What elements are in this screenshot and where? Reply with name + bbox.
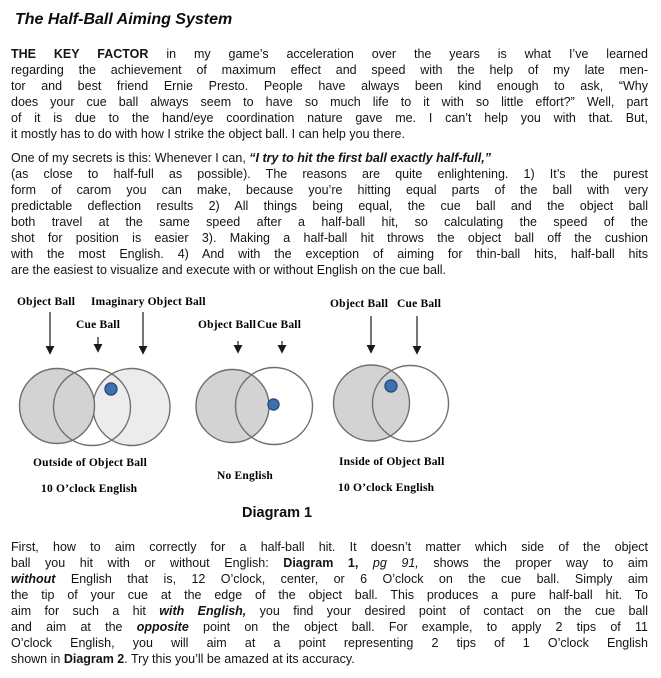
text-run: shot for position is easier 3). Making a half-ball hit throws the object ball off the cushion — [11, 231, 648, 245]
text-run: with English, — [159, 604, 247, 618]
text-run: . Try this you’ll be amazed at its accuracy. — [124, 652, 355, 666]
text-line — [11, 587, 648, 603]
label-10-oclock-english-right: 10 O’clock English — [338, 482, 435, 494]
text-run: does your cue ball always seem to have so much life to it with so little effort?” Well, part — [11, 95, 648, 109]
english-dot-1 — [105, 383, 117, 395]
text-line — [11, 198, 648, 214]
object-ball-circle-2 — [196, 370, 269, 443]
label-no-english: No English — [217, 470, 274, 482]
text-run: shows the proper way to aim — [418, 556, 649, 570]
text-run: opposite — [136, 620, 189, 634]
label-cue-ball-1: Cue Ball — [76, 319, 121, 331]
text-line — [11, 262, 648, 278]
text-line — [11, 230, 648, 246]
label-imaginary-object-ball: Imaginary Object Ball — [91, 296, 206, 308]
label-cue-ball-3: Cue Ball — [397, 298, 442, 310]
text-run: Diagram 2 — [63, 652, 125, 666]
imaginary-object-ball-circle — [93, 369, 170, 446]
text-line — [11, 651, 648, 667]
text-run: O’clock English, you will aim at a point representing 2 tips of 1 O’clock English — [11, 636, 648, 650]
label-object-ball-3: Object Ball — [330, 298, 389, 310]
object-ball-circle-3 — [334, 365, 410, 441]
paragraph-how-to-aim — [11, 539, 648, 667]
cue-ball-circle-2 — [236, 368, 313, 445]
label-cue-ball-2: Cue Ball — [257, 319, 302, 331]
text-line — [11, 603, 648, 619]
text-line — [11, 46, 648, 62]
text-run: English that is, 12 O’clock, center, or 6 O’clock on the cue ball. Simply aim — [55, 572, 648, 586]
text-run: pg 91, — [372, 556, 419, 570]
text-run: shown in — [11, 652, 64, 666]
text-run: form of carom you can make, because you’re hitting equal parts of the ball with very — [11, 183, 648, 197]
text-line — [11, 150, 648, 166]
text-line — [11, 214, 648, 230]
text-line — [11, 110, 648, 126]
label-object-ball-1: Object Ball — [17, 296, 76, 308]
text-run: the tip of your cue at the edge of the object ball. This produces a pure half-ball hit. To — [11, 588, 648, 602]
text-line — [11, 246, 648, 262]
text-run: tor and best friend Ernie Presto. People have always been kind enough to ask, “Why — [11, 79, 648, 93]
text-run: First, how to aim correctly for a half-ball hit. It doesn’t matter which side of the object — [11, 540, 648, 554]
text-run: Diagram 1, — [283, 556, 359, 570]
text-run: (as close to half-full as possible). The reasons are quite enlightening. 1) It’s the purest — [11, 167, 648, 181]
text-line — [11, 182, 648, 198]
text-run: regarding the achievement of maximum effect and speed with the help of my late men- — [11, 63, 648, 77]
text-line — [11, 635, 648, 651]
text-run: THE KEY FACTOR — [11, 47, 149, 61]
object-ball-circle-1 — [20, 369, 95, 444]
text-run: One of my secrets is this: Whenever I can, — [11, 151, 250, 165]
text-run: of it is due to the hand/eye coordination nature gave me. I can’t help you with that. But, — [11, 111, 648, 125]
text-line — [11, 78, 648, 94]
text-run: aim for such a hit — [11, 604, 160, 618]
text-line — [11, 126, 648, 142]
text-run — [358, 556, 373, 570]
arrows-group-3 — [371, 316, 417, 353]
paragraph-key-factor — [11, 46, 648, 142]
page-title: The Half-Ball Aiming System — [15, 11, 233, 28]
label-inside-of-object-ball: Inside of Object Ball — [339, 456, 445, 468]
label-object-ball-2: Object Ball — [198, 319, 257, 331]
text-run: ball you hit with or without English: — [11, 556, 284, 570]
cue-ball-circle-3 — [373, 366, 449, 442]
text-run: you find your desired point of contact on the cue ball — [246, 604, 648, 618]
text-line — [11, 62, 648, 78]
text-run: it mostly has to do with how I strike the object ball. I can help you there. — [11, 127, 405, 141]
text-run: without — [11, 572, 56, 586]
label-outside-of-object-ball: Outside of Object Ball — [33, 457, 147, 469]
text-run: point on the object ball. For example, to apply 2 tips of 11 — [188, 620, 648, 634]
english-dot-3 — [385, 380, 397, 392]
arrows-group-1 — [50, 312, 143, 353]
diagram-caption: Diagram 1 — [242, 505, 313, 521]
text-line — [11, 539, 648, 555]
arrows-group-2 — [238, 341, 282, 352]
cue-ball-circle-1 — [54, 369, 131, 446]
text-run: are the easiest to visualize and execute with or without English on the cue ball. — [11, 263, 446, 277]
text-run: predictable deflection results 2) All things being equal, the cue ball and the object ball — [11, 199, 648, 213]
english-dot-2 — [268, 399, 279, 410]
text-line — [11, 555, 648, 571]
text-run: with the most English. 4) And with the exception of aiming for thin-ball hits, half-ball hits — [11, 247, 648, 261]
text-line — [11, 571, 648, 587]
text-line — [11, 166, 648, 182]
text-run: both travel at the same speed after a half-ball hit, so calculating the speed of the — [11, 215, 648, 229]
label-10-oclock-english-left: 10 O’clock English — [41, 483, 138, 495]
text-run: and aim at the — [11, 620, 137, 634]
text-run: in my game’s acceleration over the years is what I’ve learned — [148, 47, 648, 61]
paragraph-secrets — [11, 150, 648, 278]
text-line — [11, 94, 648, 110]
diagram-graphic — [0, 290, 661, 460]
text-line — [11, 619, 648, 635]
text-run: “I try to hit the first ball exactly half-full,” — [249, 151, 491, 165]
